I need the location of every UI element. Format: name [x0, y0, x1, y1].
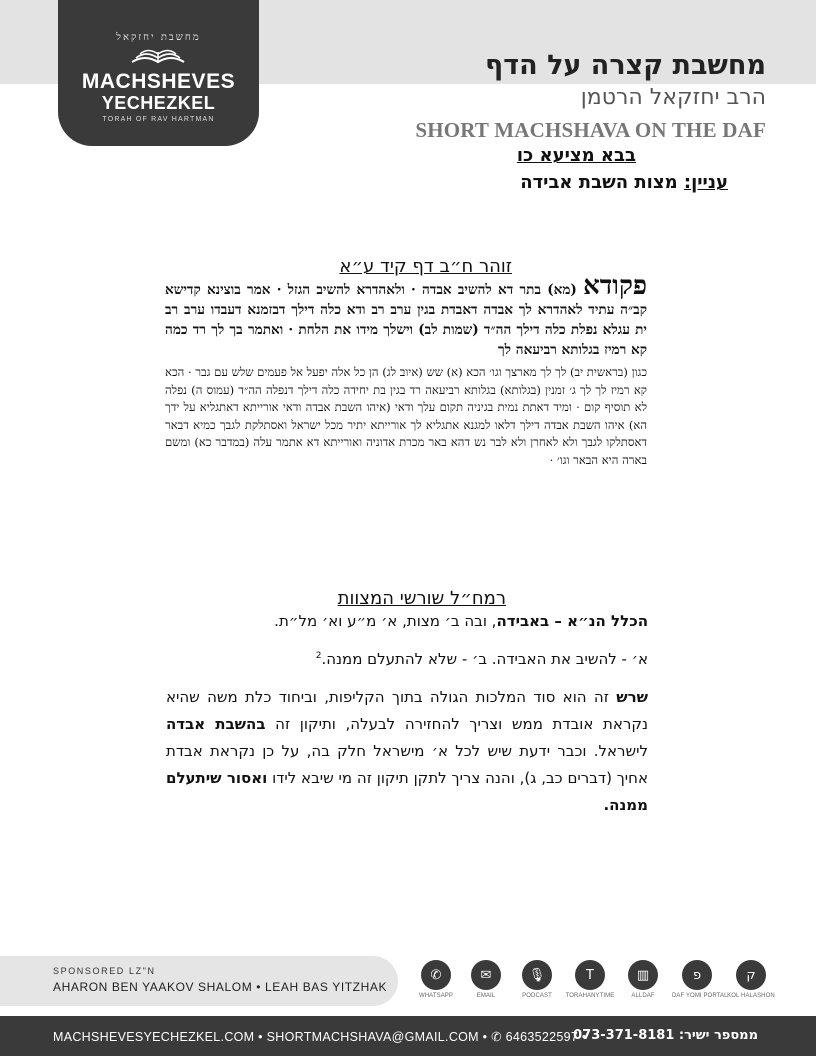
link-email[interactable]	[461, 960, 511, 999]
page-title-hebrew: מחשבת קצרה על הדף	[485, 50, 766, 81]
email-icon: ✉	[471, 960, 501, 990]
email-label: EMAIL	[476, 993, 496, 999]
dafyomi-portal-label: DAF YOMI PORTAL	[672, 993, 728, 999]
logo	[58, 0, 259, 146]
sponsor-label: SPONSORED LZ"N	[53, 966, 156, 976]
logo-tagline: TORAH OF RAV HARTMAN	[102, 116, 215, 123]
footer-bar	[0, 1016, 816, 1056]
logo-name-line1: MACHSHEVES	[81, 70, 236, 93]
topic-label: עניין:	[683, 172, 728, 193]
sponsor-names: AHARON BEN YAAKOV SHALOM • LEAH BAS YITZHAK	[53, 980, 388, 994]
zohar-source-title: זוהר ח״ב דף קיד ע״א	[339, 256, 512, 277]
shoresh-label: שרש	[616, 688, 648, 706]
footer-phone: ממספר ישיר: 073-371-8181	[573, 1028, 758, 1043]
shoresh-text-2: לישראל. וכבר ידעת שיש לכל א׳ מישראל חלק בה, על כן נקראת אבדת אחיך (דברים כב, ג), והנה צריך לתקן תיקון זה מי שיבא לידו	[166, 742, 648, 787]
kolhalashon-label: KOL HALASHON	[727, 993, 775, 999]
link-podcast[interactable]	[512, 960, 562, 999]
zohar-opening-word: פקודא	[583, 276, 647, 301]
podcast-icon: 🎙	[522, 960, 552, 990]
footnote-marker: 2	[315, 651, 322, 661]
kolhalashon-icon: ק	[736, 960, 766, 990]
logo-hebrew: מחשבת יחזקאל	[116, 32, 201, 43]
ramchal-mitzvos	[316, 650, 648, 668]
dafyomi-portal-icon: פ	[682, 960, 712, 990]
platform-links	[411, 960, 776, 1006]
link-torahanytime[interactable]	[565, 960, 615, 999]
ramchal-principle-rest: , ובה ב׳ מצות, א׳ מ״ע וא׳ מל״ת.	[274, 612, 497, 630]
link-kolhalashon[interactable]	[726, 960, 776, 999]
zohar-excerpt	[165, 276, 647, 506]
logo-name-line2: YECHEZKEL	[101, 93, 216, 113]
alldaf-icon: ▥	[628, 960, 658, 990]
whatsapp-icon: ✆	[421, 960, 451, 990]
rav-name: הרב יחזקאל הרטמן	[580, 85, 766, 110]
shoresh-bold-2: בהשבת אבדה	[166, 715, 266, 733]
torahanytime-label: TORAHANYTIME	[565, 993, 615, 999]
link-whatsapp[interactable]	[411, 960, 461, 999]
podcast-label: PODCAST	[522, 993, 552, 999]
ramchal-mitzvos-text: א׳ - להשיב את האבידה. ב׳ - שלא להתעלם ממנה.	[321, 650, 648, 668]
topic-value: מצות השבת אבידה	[520, 172, 684, 193]
whatsapp-label: WHATSAPP	[418, 993, 454, 999]
shoresh-paragraph	[166, 684, 648, 819]
alldaf-label: ALLDAF	[631, 993, 655, 999]
footer-contact: MACHSHEVESYECHEZKEL.COM • SHORTMACHSHAVA@GMAIL.COM • ✆ 6463522597 •	[53, 1030, 587, 1044]
ramchal-title: רמח״ל שורשי המצוות	[337, 588, 506, 609]
shoresh-text-1: זה הוא סוד המלכות הגולה בתוך הקליפות, וביחוד כלת משה שהיא נקראת אובדת ממש וצריך להחזירה לבעלה, ותיקון זה	[166, 688, 649, 733]
topic-line	[520, 172, 728, 193]
zohar-large-text	[165, 276, 647, 360]
torahanytime-icon: T	[575, 960, 605, 990]
ramchal-principle-bold: הכלל הנ״א – באבידה	[496, 612, 648, 630]
daf-reference: בבא מציעא כו	[516, 145, 636, 166]
link-dafyomi-portal[interactable]	[672, 960, 728, 999]
ramchal-principle	[274, 612, 648, 630]
zohar-large-lines: (מא) בתר דא להשיב אבדה · ולאהדרא להשיב הגזל · אמר בוצינא קדישא קב״ה עתיד לאהדרא לך אבדה דאבדת בגין ערב רב ודא כלה דילך דבזמנא דעבדו ערב רב ית עגלא נפלת כלה דילך הה״ד (שמות לב) וישלך מידו את הלחת · ואתמר בך לך רד כמה קא רמיז בגלותא רביעאה לך	[165, 282, 647, 358]
link-alldaf[interactable]	[618, 960, 668, 999]
page-title-english: SHORT MACHSHAVA ON THE DAF	[415, 118, 766, 142]
book-icon	[128, 44, 188, 66]
shoresh-bold-3: ואסור שיתעלם ממנה.	[166, 769, 648, 814]
zohar-small-text: כגון (בראשית יב) לך לך מארצך וגו׳ הכא (א) שש (איוב לג) הן כל אלה יפעל אל פעמים שלש עם גבר · הכא קא רמיז לך לך ג׳ זמנין (בגלותא) בגלותא רביעאה רד בגין בת יחידה כלה דילך דנפלה הה״ד (עמוס ה) נפלה לא תוסיף קום · ומיד דאתת נמית בגיניה תקום עלך ודאי (איהו השבת אבדה ודאי אורייתא דאתגליא על ידך הא) איהו השבת אבדה דילך דלאו למגנא אתגליא לך אורייתא יתיר מכל ישראל ואסתלקת לגבך כמיא דבאר דאסתלקו לגבך ולא לאחרן ולא לבר נש דהא באר מכרת אדוניה ואורייתא דא אתמר עלה (במדבר כא) ומשם בארה היא הבאר וגו׳ ·	[165, 365, 647, 467]
